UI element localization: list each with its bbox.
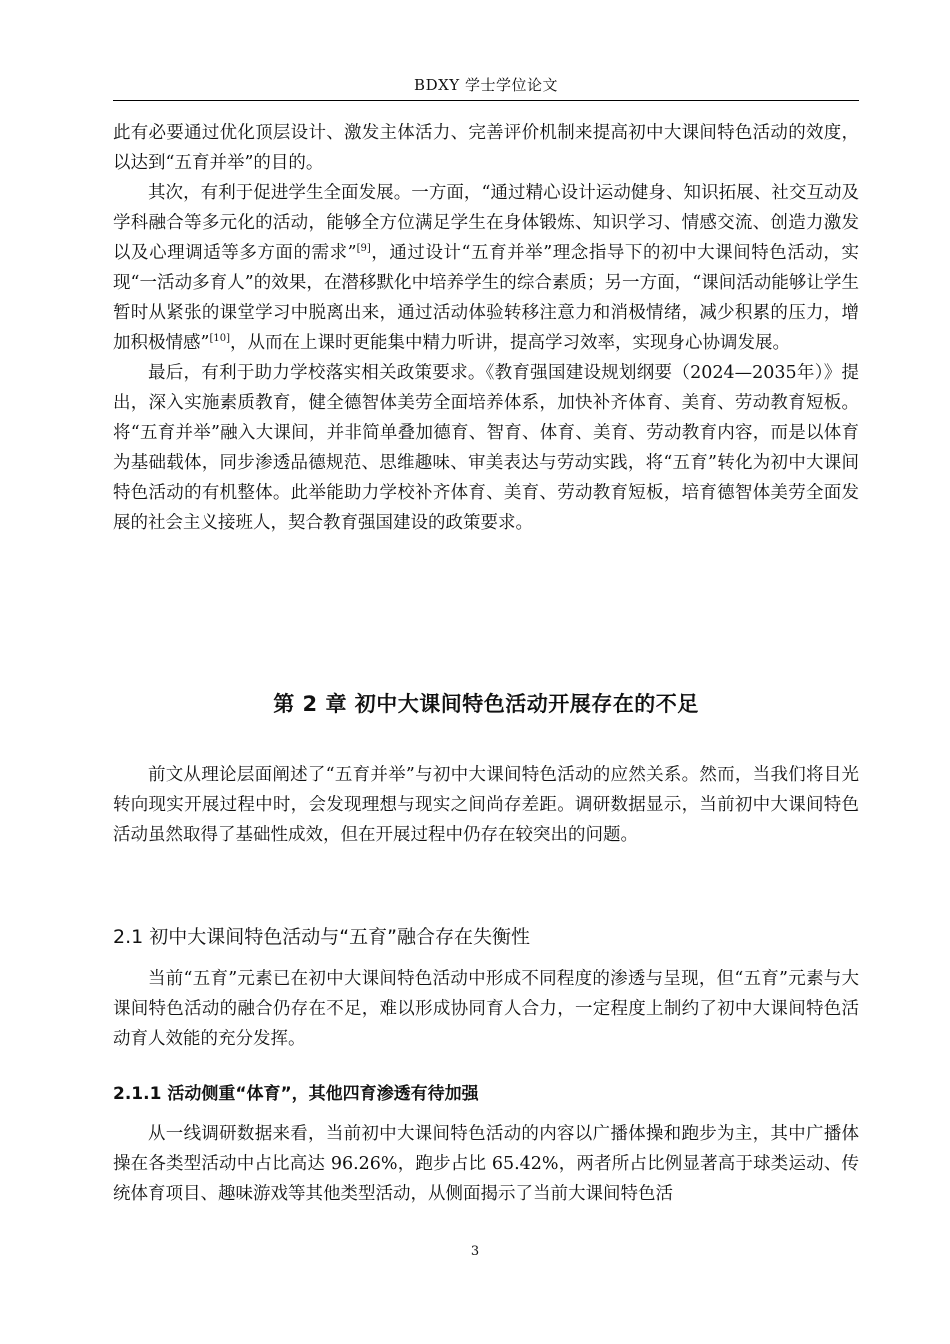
page-number: 3 xyxy=(470,1244,480,1259)
section-2-1-paragraph: 当前“五育”元素已在初中大课间特色活动中形成不同程度的渗透与呈现，但“五育”元素与大课间特色活动的融合仍存在不足，难以形成协同育人合力，一定程度上制约了初中大课间特色活动育人效能的充分发挥。 xyxy=(113,969,859,1049)
section-2-1-1-body xyxy=(113,1119,859,1209)
paragraph-text: 其次，有利于促进学生全面发展。一方面，“通过精心设计运动健身、知识拓展、社交互动及学科融合等多元化的活动，能够全方位满足学生在身体锻炼、知识学习、情感交流、创造力激发以及心理调适等多方面的需求” xyxy=(113,183,859,263)
chapter-intro xyxy=(113,760,859,850)
running-header: BDXY 学士学位论文 xyxy=(414,76,558,94)
section-heading-2-1: 2.1 初中大课间特色活动与“五育”融合存在失衡性 xyxy=(113,926,530,948)
paragraph-text: ，通过设计“五育并举”理念指导下的初中大课间特色活动，实现“一活动多育人”的效果，在潜移默化中培养学生的综合素质；另一方面，“课间活动能够让学生暂时从紧张的课堂学习中脱离出来，通过活动体验转移注意力和消极情绪，减少积累的压力，增加积极情感” xyxy=(113,243,859,353)
continued-section-text xyxy=(113,118,859,538)
section-heading-2-1-1: 2.1.1 活动侧重“体育”，其他四育渗透有待加强 xyxy=(113,1084,479,1104)
citation-10: [10] xyxy=(209,333,230,345)
citation-9: [9] xyxy=(356,243,371,255)
paragraph-second-benefit xyxy=(113,178,859,358)
paragraph-continued: 此有必要通过优化顶层设计、激发主体活力、完善评价机制来提高初中大课间特色活动的效度，以达到“五育并举”的目的。 xyxy=(113,123,859,173)
paragraph-third-benefit: 最后，有利于助力学校落实相关政策要求。《教育强国建设规划纲要（2024—2035年）》提出，深入实施素质教育，健全德智体美劳全面培养体系，加快补齐体育、美育、劳动教育短板。将“五育并举”融入大课间，并非简单叠加德育、智育、体育、美育、劳动教育内容，而是以体育为基础载体，同步渗透品德规范、思维趣味、审美表达与劳动实践，将“五育”转化为初中大课间特色活动的有机整体。此举能助力学校补齐体育、美育、劳动教育短板，培育德智体美劳全面发展的社会主义接班人，契合教育强国建设的政策要求。 xyxy=(113,363,859,533)
section-2-1-body xyxy=(113,964,859,1054)
paragraph-text: ，从而在上课时更能集中精力听讲，提高学习效率，实现身心协调发展。 xyxy=(229,333,790,353)
section-2-1-1-paragraph: 从一线调研数据来看，当前初中大课间特色活动的内容以广播体操和跑步为主，其中广播体操在各类型活动中占比高达 96.26%，跑步占比 65.42%，两者所占比例显著高于球类运动、传统体育项目、趣味游戏等其他类型活动，从侧面揭示了当前大课间特色活 xyxy=(113,1124,859,1204)
header-rule xyxy=(113,100,859,101)
chapter-title: 第 2 章 初中大课间特色活动开展存在的不足 xyxy=(273,692,699,716)
chapter-intro-paragraph: 前文从理论层面阐述了“五育并举”与初中大课间特色活动的应然关系。然而，当我们将目光转向现实开展过程中时，会发现理想与现实之间尚存差距。调研数据显示，当前初中大课间特色活动虽然取得了基础性成效，但在开展过程中仍存在较突出的问题。 xyxy=(113,765,859,845)
